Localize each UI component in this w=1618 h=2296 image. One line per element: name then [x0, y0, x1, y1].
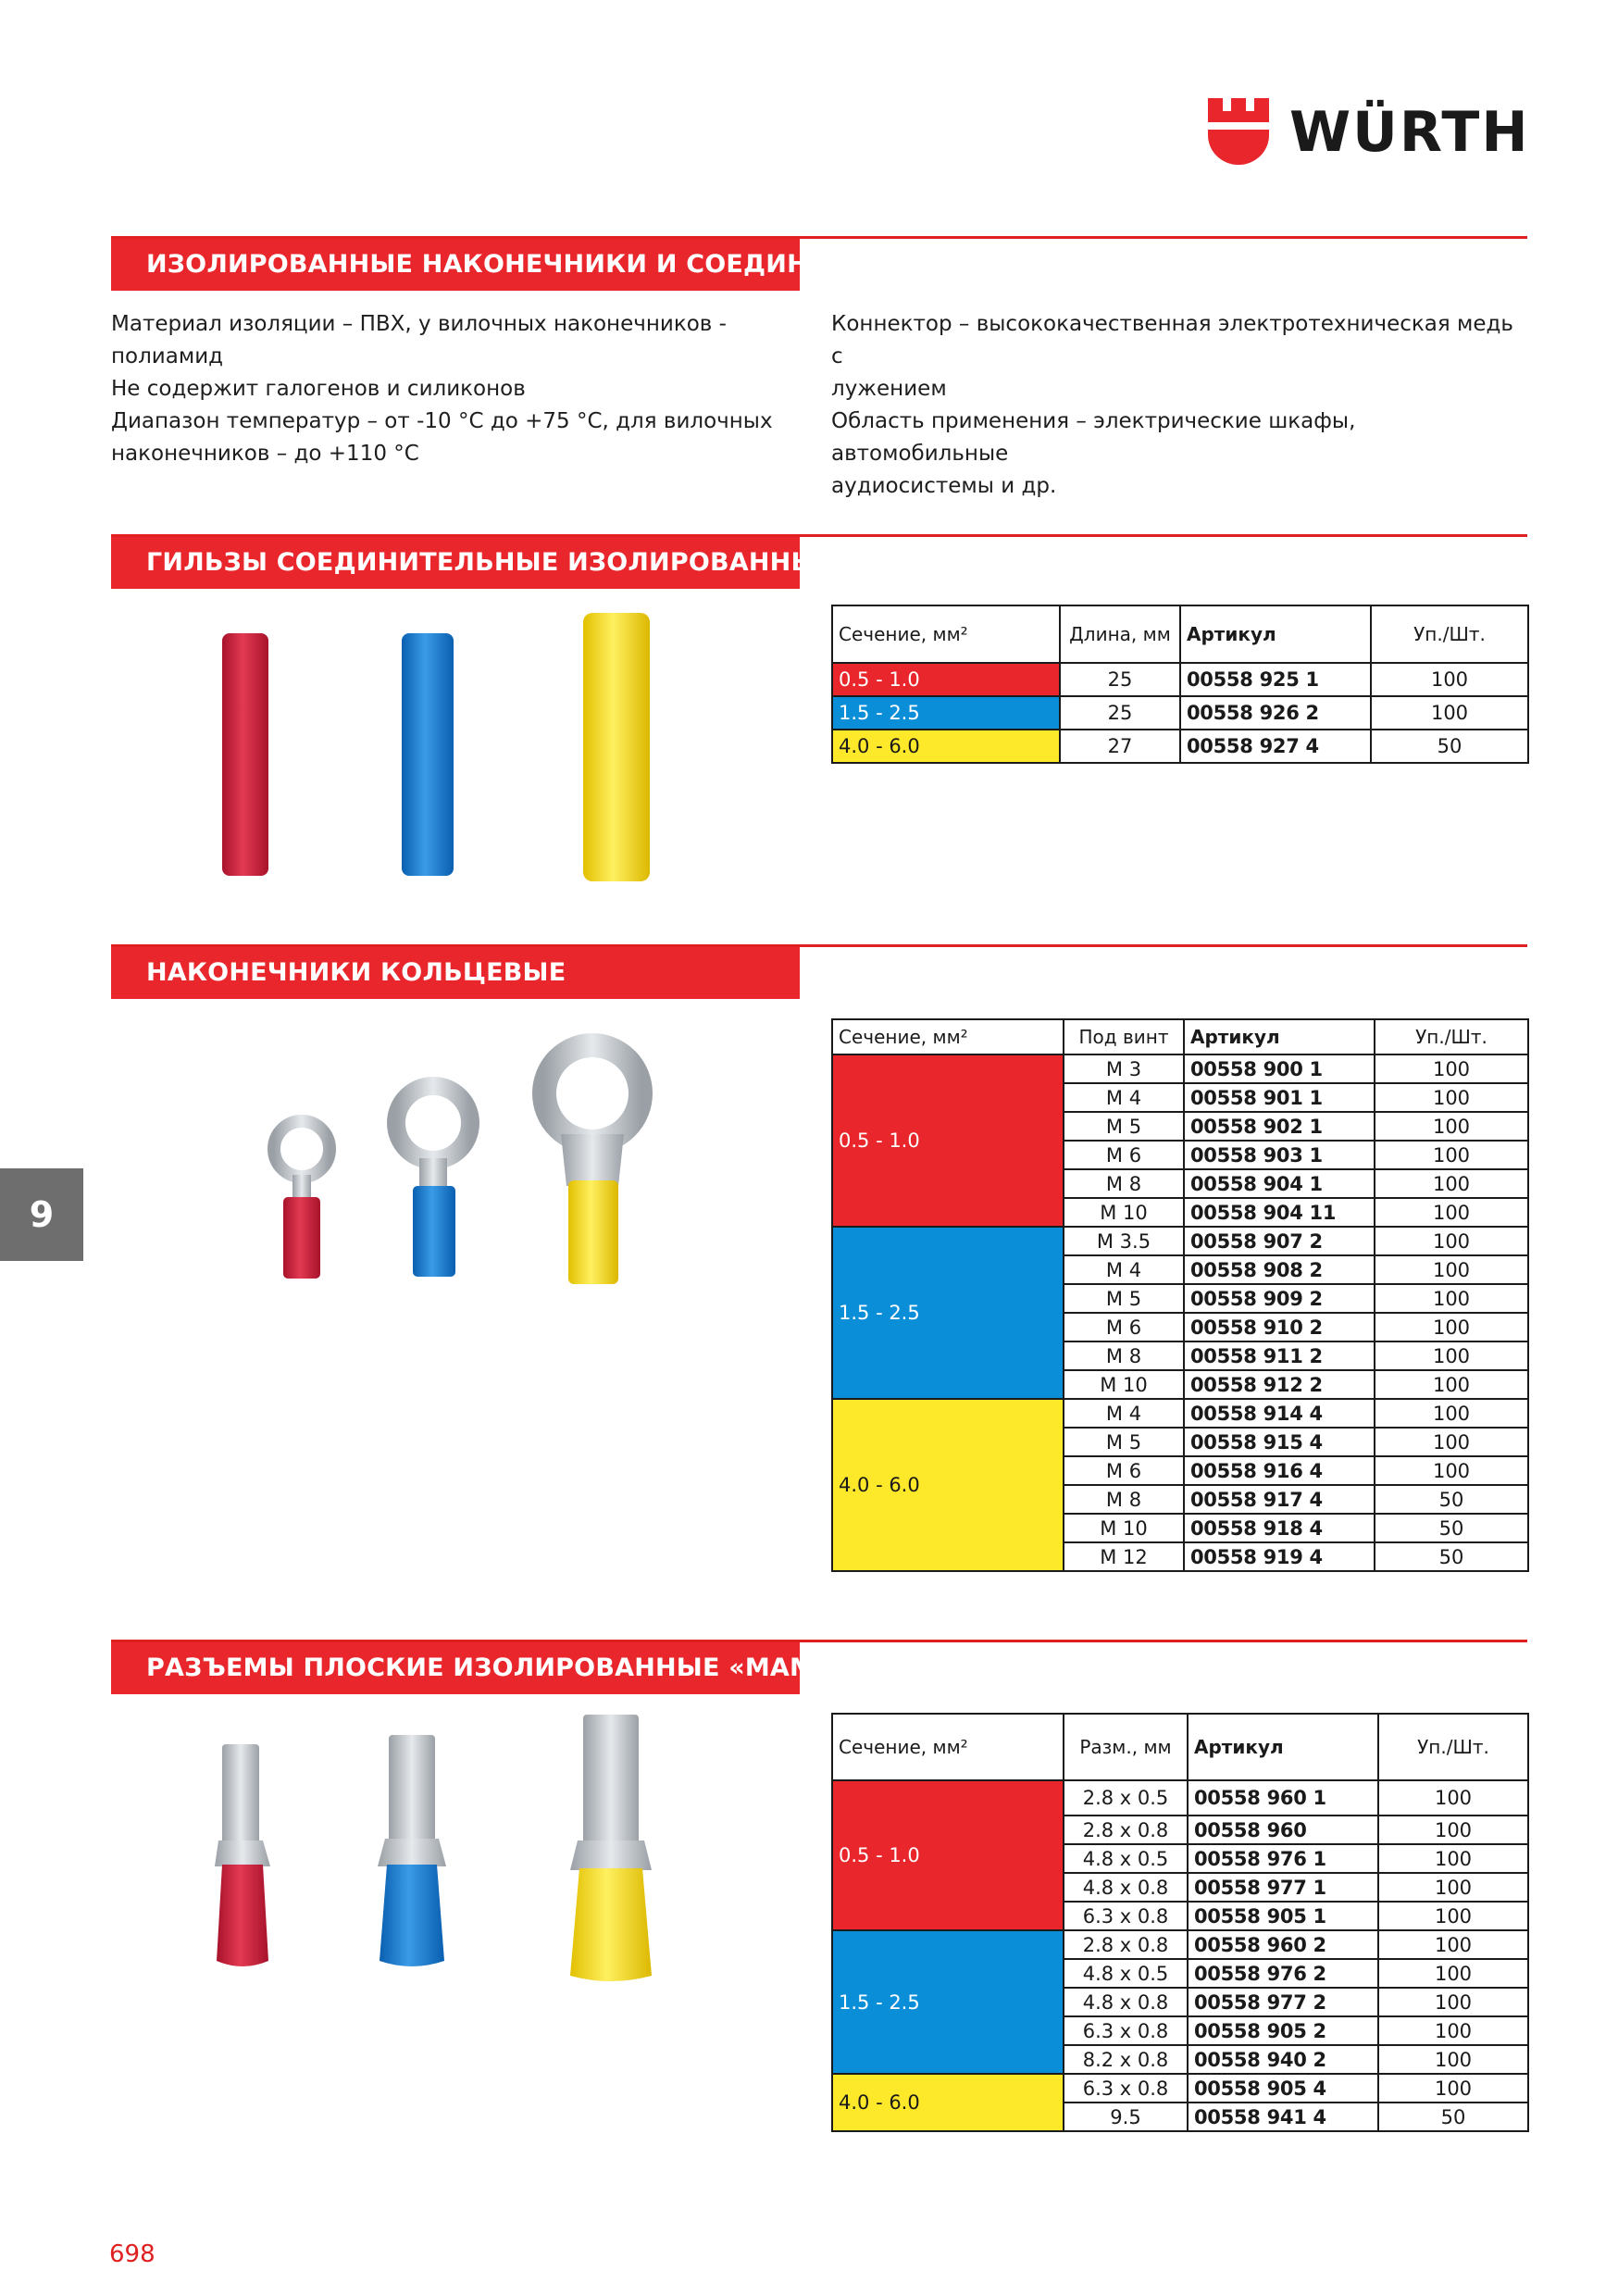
article-cell: 00558 911 2: [1184, 1341, 1375, 1370]
red-sleeve-icon: [222, 633, 268, 876]
screw-cell: М 3: [1064, 1054, 1184, 1083]
article-cell: 00558 916 4: [1184, 1456, 1375, 1485]
female-connectors-table: [831, 1713, 1529, 2132]
size-cell: 2.8 x 0.8: [1064, 1816, 1188, 1844]
article-cell: 00558 976 2: [1188, 1959, 1378, 1988]
article-cell: 00558 902 1: [1184, 1112, 1375, 1141]
col-header-pack: Уп./Шт.: [1371, 605, 1528, 663]
table-row: [832, 1054, 1528, 1083]
pack-cell: 100: [1375, 1255, 1528, 1284]
article-cell: 00558 917 4: [1184, 1485, 1375, 1514]
article-cell: 00558 941 4: [1188, 2103, 1378, 2131]
section-cell: 4.0 - 6.0: [832, 730, 1060, 763]
article-cell: 00558 926 2: [1180, 696, 1371, 730]
section-cell: 4.0 - 6.0: [832, 1399, 1064, 1571]
female-connector-yellow-icon: [583, 1715, 639, 1853]
col-header-article: Артикул: [1188, 1714, 1378, 1780]
screw-cell: М 6: [1064, 1456, 1184, 1485]
pack-cell: 100: [1378, 2045, 1528, 2074]
table-row: [832, 1930, 1528, 1959]
table-row: [832, 730, 1528, 763]
screw-cell: М 8: [1064, 1341, 1184, 1370]
section-title-female-connectors: РАЗЪЕМЫ ПЛОСКИЕ ИЗОЛИРОВАННЫЕ «МАМА»: [111, 1642, 800, 1694]
size-cell: 2.8 x 0.8: [1064, 1930, 1188, 1959]
article-cell: 00558 904 11: [1184, 1198, 1375, 1227]
table-header-row: [832, 1019, 1528, 1054]
size-cell: 9.5: [1064, 2103, 1188, 2131]
col-header-screw: Под винт: [1064, 1019, 1184, 1054]
screw-cell: М 10: [1064, 1514, 1184, 1542]
ring-terminal-large-icon: [544, 1045, 641, 1142]
article-cell: 00558 901 1: [1184, 1083, 1375, 1112]
section-cell: 1.5 - 2.5: [832, 696, 1060, 730]
article-cell: 00558 927 4: [1180, 730, 1371, 763]
section-title-intro: ИЗОЛИРОВАННЫЕ НАКОНЕЧНИКИ И СОЕДИНИТЕЛИ: [111, 239, 800, 291]
blue-sleeve-icon: [402, 633, 454, 876]
ring-terminal-medium-icon: [396, 1086, 470, 1160]
screw-cell: М 6: [1064, 1313, 1184, 1341]
intro-line: наконечников – до +110 °С: [111, 442, 419, 466]
article-cell: 00558 915 4: [1184, 1428, 1375, 1456]
screw-cell: М 10: [1064, 1370, 1184, 1399]
section-cell: 0.5 - 1.0: [832, 1780, 1064, 1930]
length-cell: 25: [1060, 696, 1180, 730]
pack-cell: 100: [1378, 1844, 1528, 1873]
col-header-pack: Уп./Шт.: [1378, 1714, 1528, 1780]
screw-cell: М 5: [1064, 1112, 1184, 1141]
intro-line: полиамид: [111, 344, 224, 368]
article-cell: 00558 912 2: [1184, 1370, 1375, 1399]
female-connectors-illustration: [111, 1702, 796, 1989]
size-cell: 4.8 x 0.5: [1064, 1959, 1188, 1988]
article-cell: 00558 918 4: [1184, 1514, 1375, 1542]
intro-right-text: [831, 308, 1527, 503]
pack-cell: 100: [1378, 1988, 1528, 2016]
ring-terminals-illustration: [111, 1004, 796, 1319]
screw-cell: М 4: [1064, 1255, 1184, 1284]
pack-cell: 100: [1378, 1930, 1528, 1959]
ring-terminals-table: [831, 1018, 1529, 1572]
intro-line: Область применения – электрические шкафы, автомобильные: [831, 409, 1356, 466]
section-title-butt-connectors: ГИЛЬЗЫ СОЕДИНИТЕЛЬНЫЕ ИЗОЛИРОВАННЫЕ: [111, 537, 800, 589]
ring-terminal-small-icon: [274, 1121, 330, 1177]
pack-cell: 100: [1378, 1902, 1528, 1930]
article-cell: 00558 940 2: [1188, 2045, 1378, 2074]
pack-cell: 100: [1375, 1313, 1528, 1341]
col-header-section: Сечение, мм²: [832, 1019, 1064, 1054]
table-row: [832, 663, 1528, 696]
pack-cell: 50: [1371, 730, 1528, 763]
intro-line: Коннектор – высококачественная электротехническая медь с: [831, 312, 1513, 368]
pack-cell: 50: [1375, 1485, 1528, 1514]
intro-left-text: [111, 308, 815, 470]
pack-cell: 100: [1375, 1341, 1528, 1370]
article-cell: 00558 900 1: [1184, 1054, 1375, 1083]
article-cell: 00558 914 4: [1184, 1399, 1375, 1428]
size-cell: 8.2 x 0.8: [1064, 2045, 1188, 2074]
pack-cell: 100: [1375, 1399, 1528, 1428]
pack-cell: 100: [1371, 663, 1528, 696]
intro-line: Диапазон температур – от -10 °С до +75 °С, для вилочных: [111, 409, 773, 433]
screw-cell: М 10: [1064, 1198, 1184, 1227]
screw-cell: М 5: [1064, 1284, 1184, 1313]
pack-cell: 50: [1375, 1542, 1528, 1571]
screw-cell: М 12: [1064, 1542, 1184, 1571]
article-cell: 00558 910 2: [1184, 1313, 1375, 1341]
pack-cell: 100: [1378, 1816, 1528, 1844]
size-cell: 4.8 x 0.8: [1064, 1988, 1188, 2016]
screw-cell: М 4: [1064, 1083, 1184, 1112]
col-header-article: Артикул: [1184, 1019, 1375, 1054]
article-cell: 00558 976 1: [1188, 1844, 1378, 1873]
intro-line: Материал изоляции – ПВХ, у вилочных наконечников -: [111, 312, 727, 336]
female-connector-blue-icon: [389, 1735, 435, 1848]
pack-cell: 100: [1375, 1456, 1528, 1485]
section-cell: 0.5 - 1.0: [832, 663, 1060, 696]
table-row: [832, 1227, 1528, 1255]
article-cell: 00558 960: [1188, 1816, 1378, 1844]
pack-cell: 100: [1375, 1112, 1528, 1141]
col-header-length: Длина, мм: [1060, 605, 1180, 663]
pack-cell: 100: [1375, 1370, 1528, 1399]
intro-line: Не содержит галогенов и силиконов: [111, 377, 526, 401]
wurth-logo: [1208, 98, 1530, 168]
article-cell: 00558 908 2: [1184, 1255, 1375, 1284]
female-connector-red-icon: [222, 1744, 259, 1848]
wurth-logo-mark-icon: [1208, 98, 1269, 165]
length-cell: 25: [1060, 663, 1180, 696]
article-cell: 00558 905 1: [1188, 1902, 1378, 1930]
col-header-size: Разм., мм: [1064, 1714, 1188, 1780]
size-cell: 6.3 x 0.8: [1064, 2016, 1188, 2045]
intro-line: аудиосистемы и др.: [831, 474, 1057, 498]
section-title-ring-terminals: НАКОНЕЧНИКИ КОЛЬЦЕВЫЕ: [111, 947, 800, 999]
section-cell: 1.5 - 2.5: [832, 1930, 1064, 2074]
pack-cell: 100: [1378, 1780, 1528, 1816]
chapter-tab: 9: [0, 1168, 83, 1261]
article-cell: 00558 977 2: [1188, 1988, 1378, 2016]
article-cell: 00558 904 1: [1184, 1169, 1375, 1198]
article-cell: 00558 903 1: [1184, 1141, 1375, 1169]
section-cell: 1.5 - 2.5: [832, 1227, 1064, 1399]
screw-cell: М 3.5: [1064, 1227, 1184, 1255]
col-header-section: Сечение, мм²: [832, 1714, 1064, 1780]
pack-cell: 100: [1375, 1083, 1528, 1112]
article-cell: 00558 960 2: [1188, 1930, 1378, 1959]
screw-cell: М 8: [1064, 1485, 1184, 1514]
pack-cell: 100: [1378, 2016, 1528, 2045]
screw-cell: М 8: [1064, 1169, 1184, 1198]
pack-cell: 100: [1378, 2074, 1528, 2103]
article-cell: 00558 907 2: [1184, 1227, 1375, 1255]
section-cell: 4.0 - 6.0: [832, 2074, 1064, 2131]
pack-cell: 100: [1375, 1198, 1528, 1227]
butt-connectors-table: [831, 605, 1529, 764]
pack-cell: 100: [1375, 1227, 1528, 1255]
size-cell: 6.3 x 0.8: [1064, 1902, 1188, 1930]
table-header-row: [832, 605, 1528, 663]
article-cell: 00558 919 4: [1184, 1542, 1375, 1571]
article-cell: 00558 905 2: [1188, 2016, 1378, 2045]
brand-name: WÜRTH: [1289, 100, 1530, 165]
table-row: [832, 2074, 1528, 2103]
col-header-section: Сечение, мм²: [832, 605, 1060, 663]
article-cell: 00558 960 1: [1188, 1780, 1378, 1816]
intro-line: лужением: [831, 377, 947, 401]
table-row: [832, 1399, 1528, 1428]
article-cell: 00558 909 2: [1184, 1284, 1375, 1313]
col-header-pack: Уп./Шт.: [1375, 1019, 1528, 1054]
table-row: [832, 1780, 1528, 1816]
screw-cell: М 6: [1064, 1141, 1184, 1169]
article-cell: 00558 977 1: [1188, 1873, 1378, 1902]
table-row: [832, 696, 1528, 730]
page-number: 698: [109, 2240, 156, 2268]
article-cell: 00558 925 1: [1180, 663, 1371, 696]
pack-cell: 100: [1378, 1959, 1528, 1988]
section-cell: 0.5 - 1.0: [832, 1054, 1064, 1227]
pack-cell: 50: [1375, 1514, 1528, 1542]
pack-cell: 100: [1375, 1169, 1528, 1198]
length-cell: 27: [1060, 730, 1180, 763]
size-cell: 6.3 x 0.8: [1064, 2074, 1188, 2103]
size-cell: 2.8 x 0.5: [1064, 1780, 1188, 1816]
pack-cell: 50: [1378, 2103, 1528, 2131]
pack-cell: 100: [1375, 1284, 1528, 1313]
pack-cell: 100: [1375, 1141, 1528, 1169]
screw-cell: М 5: [1064, 1428, 1184, 1456]
pack-cell: 100: [1375, 1054, 1528, 1083]
pack-cell: 100: [1378, 1873, 1528, 1902]
pack-cell: 100: [1375, 1428, 1528, 1456]
pack-cell: 100: [1371, 696, 1528, 730]
size-cell: 4.8 x 0.8: [1064, 1873, 1188, 1902]
size-cell: 4.8 x 0.5: [1064, 1844, 1188, 1873]
butt-connectors-illustration: [111, 593, 796, 898]
col-header-article: Артикул: [1180, 605, 1371, 663]
table-header-row: [832, 1714, 1528, 1780]
yellow-sleeve-icon: [583, 613, 650, 881]
article-cell: 00558 905 4: [1188, 2074, 1378, 2103]
screw-cell: М 4: [1064, 1399, 1184, 1428]
